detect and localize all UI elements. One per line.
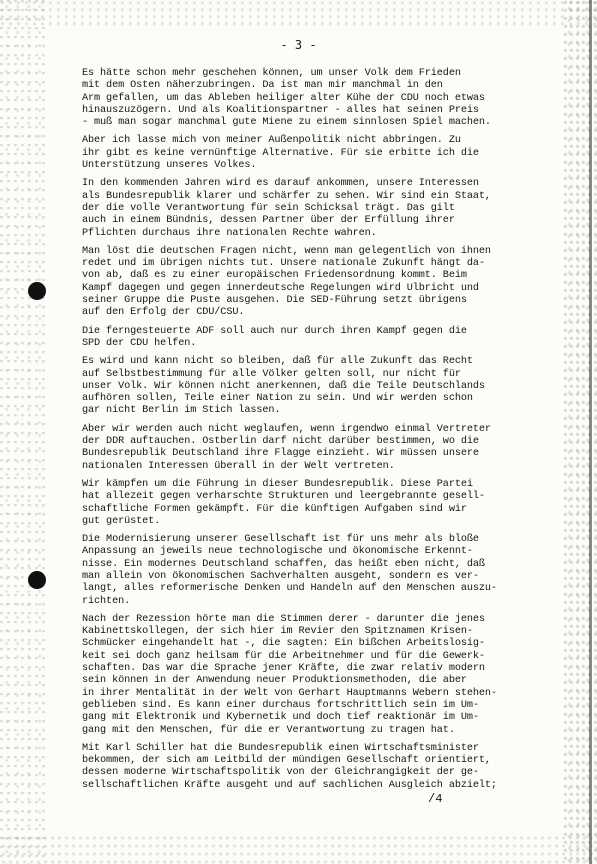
paragraph: Mit Karl Schiller hat die Bundesrepublik einen Wirtschaftsminister bekommen, der sich am Leitbild der mündigen Gesellschaft orientiert, dessen moderne Wirtschaftspolitik von der Gleichrangigkeit der ge- sellschaftlichen Kräfte ausgeht und auf sachlichen Ausgleich abzielt; bbox=[82, 742, 497, 791]
paragraph: Es hätte schon mehr geschehen können, um unser Volk dem Frieden mit dem Osten näherzubringen. Da ist man mir manchmal in den Arm gefallen, um das Ableben heiliger alter Kühe der CDU noch etwas hinauszuzögern. Und als Koalitionspartner - alles hat seinen Preis - muß man sogar manchmal gute Miene zu einem sinnlosen Spiel machen. bbox=[82, 68, 491, 129]
punch-hole-upper bbox=[28, 282, 46, 300]
paragraph: Nach der Rezession hörte man die Stimmen derer - darunter die jenes Kabinettskollegen, der sich hier im Revier den Spitznamen Krisen- Schmücker eingehandelt hat -, die sagten: Ein bißchen Arbeitslosig- keit sei doch ganz heilsam für die Arbeitnehmer und für die Gewerk- schaften. Das war die Sprache jener Kräfte, die zwar relativ modern sein können in der Anwendung neuer Produktionsmethoden, die aber in ihrer Mentalität in der Welt von Gerhart Hauptmanns Webern stehen- geblieben sind. Es kann einer durchaus fortschrittlich sein im Um- gang mit Elektronik und Kybernetik und doch tief reaktionär im Um- gang mit den Menschen, für die er Verantwortung zu tragen hat. bbox=[82, 613, 497, 736]
paragraph: Es wird und kann nicht so bleiben, daß für alle Zukunft das Recht auf Selbstbestimmung für alle Völker gelten soll, nur nicht für unser Volk. Wir können nicht anerkennen, daß die Teile Deutschlands aufhören sollen, Teile einer Nation zu sein. Und wir werden schon gar nicht Berlin im Stich lassen. bbox=[82, 356, 485, 417]
document-body bbox=[82, 68, 560, 798]
punch-hole-lower bbox=[28, 571, 46, 589]
scan-noise-bottom bbox=[0, 834, 597, 864]
scan-noise-top bbox=[0, 0, 597, 26]
page-number: - 3 - bbox=[280, 38, 317, 52]
paragraph: Man löst die deutschen Fragen nicht, wenn man gelegentlich von ihnen redet und im übrigen nichts tut. Unsere nationale Zukunft hängt da- von ab, daß es zu einer europäischen Friedensordnung kommt. Beim Kampf dagegen und gegen innerdeutsche Regelungen wird Ulbricht und seiner Gruppe die Puste ausgehen. Die SED-Führung setzt übrigens auf den Erfolg der CDU/CSU. bbox=[82, 245, 491, 319]
scan-noise-left bbox=[0, 0, 46, 864]
scan-edge-line bbox=[589, 0, 592, 864]
paragraph: In den kommenden Jahren wird es darauf ankommen, unsere Interessen als Bundesrepublik klarer und schärfer zu sehen. Wir sind ein Staat, der die volle Verantwortung für sein Schicksal trägt. Das gilt auch in einem Bündnis, dessen Partner über der Erfüllung ihrer Pflichten durchaus ihre nationalen Rechte wahren. bbox=[82, 178, 491, 239]
paragraph: Wir kämpfen um die Führung in dieser Bundesrepublik. Diese Partei hat allezeit gegen verharschte Strukturen und leergebrannte gesell- schaftliche Formen gekämpft. Für die künftigen Aufgaben sind wir gut gerüstet. bbox=[82, 478, 485, 527]
paragraph: Die Modernisierung unserer Gesellschaft ist für uns mehr als bloße Anpassung an jeweils neue technologische und ökonomische Erkennt- nisse. Ein modernes Deutschland schaffen, das heißt eben nicht, daß man allein von ökonomischen Sachverhalten ausgeht, sondern es ver- langt, alles reformerische Denken und Handeln auf den Menschen auszu- richten. bbox=[82, 534, 497, 607]
paragraph: Aber ich lasse mich von meiner Außenpolitik nicht abbringen. Zu ihr gibt es keine vernünftige Alternative. Für sie erbitte ich die Unterstützung unseres Volkes. bbox=[82, 135, 479, 172]
continuation-marker: /4 bbox=[428, 792, 443, 806]
paragraph: Aber wir werden auch nicht weglaufen, wenn irgendwo einmal Vertreter der DDR auftauchen. Ostberlin darf nicht darüber bestimmen, wo die Bundesrepublik Deutschland ihre Flagge einzieht. Wir müssen unsere nationalen Interessen überall in der Welt vertreten. bbox=[82, 423, 491, 472]
paragraph: Die ferngesteuerte ADF soll auch nur durch ihren Kampf gegen die SPD der CDU helfen. bbox=[82, 325, 467, 349]
